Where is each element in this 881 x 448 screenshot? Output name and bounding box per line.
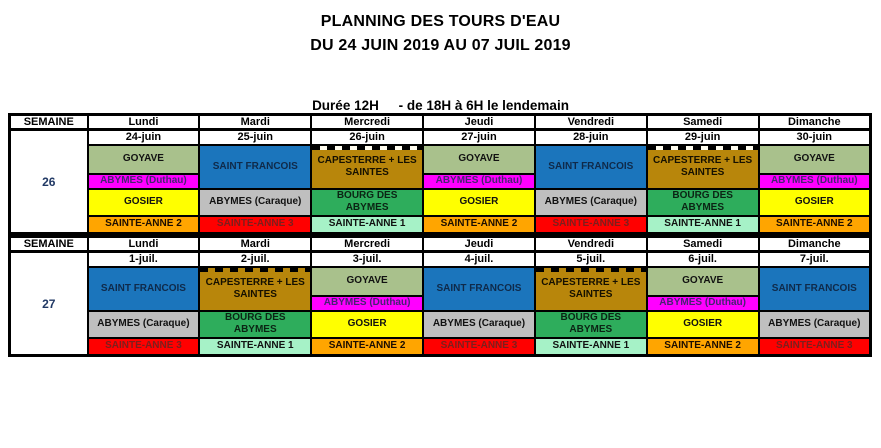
day-header-mardi: Mardi xyxy=(199,237,311,252)
cell-sainte-anne-3: SAINTE-ANNE 3 xyxy=(535,216,647,234)
day-header-mardi: Mardi xyxy=(199,115,311,130)
cell-sainte-anne-3: SAINTE-ANNE 3 xyxy=(423,338,535,356)
day-header-dimanche: Dimanche xyxy=(759,237,871,252)
page-title-dates: DU 24 JUIN 2019 AU 07 JUIL 2019 xyxy=(310,37,571,54)
cell-sainte-anne-3: SAINTE-ANNE 3 xyxy=(199,216,311,234)
day-header-mercredi: Mercredi xyxy=(311,115,423,130)
cell-sainte-anne-3: SAINTE-ANNE 3 xyxy=(88,338,200,356)
cell-saint-francois: SAINT FRANCOIS xyxy=(88,267,200,311)
semaine-header: SEMAINE xyxy=(10,237,88,252)
cell-abymes-caraque: ABYMES (Caraque) xyxy=(759,311,871,338)
cell-saint-francois: SAINT FRANCOIS xyxy=(199,145,311,189)
date-cell: 7-juil. xyxy=(759,252,871,267)
cell-abymes-caraque: ABYMES (Caraque) xyxy=(423,311,535,338)
cell-abymes-duthau: ABYMES (Duthau) xyxy=(759,174,871,189)
cell-goyave: GOYAVE xyxy=(759,145,871,174)
cell-gosier: GOSIER xyxy=(647,311,759,338)
day-header-vendredi: Vendredi xyxy=(535,237,647,252)
date-cell: 24-juin xyxy=(88,130,200,145)
cell-abymes-caraque: ABYMES (Caraque) xyxy=(199,189,311,216)
page-title: PLANNING DES TOURS D'EAU xyxy=(320,13,561,30)
cell-sainte-anne-2: SAINTE-ANNE 2 xyxy=(88,216,200,234)
cell-goyave: GOYAVE xyxy=(88,145,200,174)
title-block xyxy=(0,0,881,58)
cell-gosier: GOSIER xyxy=(759,189,871,216)
date-cell: 2-juil. xyxy=(199,252,311,267)
duration-detail: - de 18H à 6H le lendemain xyxy=(398,98,569,113)
cell-sainte-anne-3: SAINTE-ANNE 3 xyxy=(759,338,871,356)
day-header-lundi: Lundi xyxy=(88,115,200,130)
date-cell: 27-juin xyxy=(423,130,535,145)
cell-gosier: GOSIER xyxy=(88,189,200,216)
day-header-dimanche: Dimanche xyxy=(759,115,871,130)
cell-gosier: GOSIER xyxy=(311,311,423,338)
cell-capesterre-les-saintes: CAPESTERRE + LES SAINTES xyxy=(647,145,759,189)
day-header-jeudi: Jeudi xyxy=(423,237,535,252)
cell-abymes-duthau: ABYMES (Duthau) xyxy=(647,296,759,311)
cell-goyave: GOYAVE xyxy=(647,267,759,296)
duration-label: Durée 12H xyxy=(312,98,379,116)
date-cell: 4-juil. xyxy=(423,252,535,267)
date-cell: 3-juil. xyxy=(311,252,423,267)
cell-goyave: GOYAVE xyxy=(423,145,535,174)
cell-sainte-anne-2: SAINTE-ANNE 2 xyxy=(311,338,423,356)
date-cell: 26-juin xyxy=(311,130,423,145)
cell-capesterre-les-saintes: CAPESTERRE + LES SAINTES xyxy=(199,267,311,311)
date-cell: 29-juin xyxy=(647,130,759,145)
cell-saint-francois: SAINT FRANCOIS xyxy=(423,267,535,311)
week-number: 27 xyxy=(10,252,88,356)
cell-abymes-caraque: ABYMES (Caraque) xyxy=(535,189,647,216)
cell-abymes-caraque: ABYMES (Caraque) xyxy=(88,311,200,338)
cell-sainte-anne-1: SAINTE-ANNE 1 xyxy=(311,216,423,234)
day-header-vendredi: Vendredi xyxy=(535,115,647,130)
day-header-samedi: Samedi xyxy=(647,237,759,252)
date-cell: 28-juin xyxy=(535,130,647,145)
cell-sainte-anne-2: SAINTE-ANNE 2 xyxy=(423,216,535,234)
week-number: 26 xyxy=(10,130,88,234)
cell-capesterre-les-saintes: CAPESTERRE + LES SAINTES xyxy=(535,267,647,311)
cell-abymes-duthau: ABYMES (Duthau) xyxy=(423,174,535,189)
date-cell: 6-juil. xyxy=(647,252,759,267)
cell-bourg-des-abymes: BOURG DES ABYMES xyxy=(311,189,423,216)
date-cell: 1-juil. xyxy=(88,252,200,267)
cell-gosier: GOSIER xyxy=(423,189,535,216)
cell-bourg-des-abymes: BOURG DES ABYMES xyxy=(199,311,311,338)
cell-sainte-anne-2: SAINTE-ANNE 2 xyxy=(647,338,759,356)
day-header-mercredi: Mercredi xyxy=(311,237,423,252)
cell-saint-francois: SAINT FRANCOIS xyxy=(535,145,647,189)
planning-table-week-26 xyxy=(8,113,872,235)
cell-sainte-anne-1: SAINTE-ANNE 1 xyxy=(199,338,311,356)
planning-table-week-27 xyxy=(8,235,872,357)
day-header-lundi: Lundi xyxy=(88,237,200,252)
cell-saint-francois: SAINT FRANCOIS xyxy=(759,267,871,311)
cell-bourg-des-abymes: BOURG DES ABYMES xyxy=(647,189,759,216)
cell-sainte-anne-1: SAINTE-ANNE 1 xyxy=(647,216,759,234)
date-cell: 5-juil. xyxy=(535,252,647,267)
day-header-samedi: Samedi xyxy=(647,115,759,130)
cell-abymes-duthau: ABYMES (Duthau) xyxy=(88,174,200,189)
date-cell: 25-juin xyxy=(199,130,311,145)
date-cell: 30-juin xyxy=(759,130,871,145)
cell-sainte-anne-1: SAINTE-ANNE 1 xyxy=(535,338,647,356)
cell-bourg-des-abymes: BOURG DES ABYMES xyxy=(535,311,647,338)
semaine-header: SEMAINE xyxy=(10,115,88,130)
cell-capesterre-les-saintes: CAPESTERRE + LES SAINTES xyxy=(311,145,423,189)
day-header-jeudi: Jeudi xyxy=(423,115,535,130)
duration-note xyxy=(0,98,881,113)
cell-abymes-duthau: ABYMES (Duthau) xyxy=(311,296,423,311)
cell-sainte-anne-2: SAINTE-ANNE 2 xyxy=(759,216,871,234)
cell-goyave: GOYAVE xyxy=(311,267,423,296)
